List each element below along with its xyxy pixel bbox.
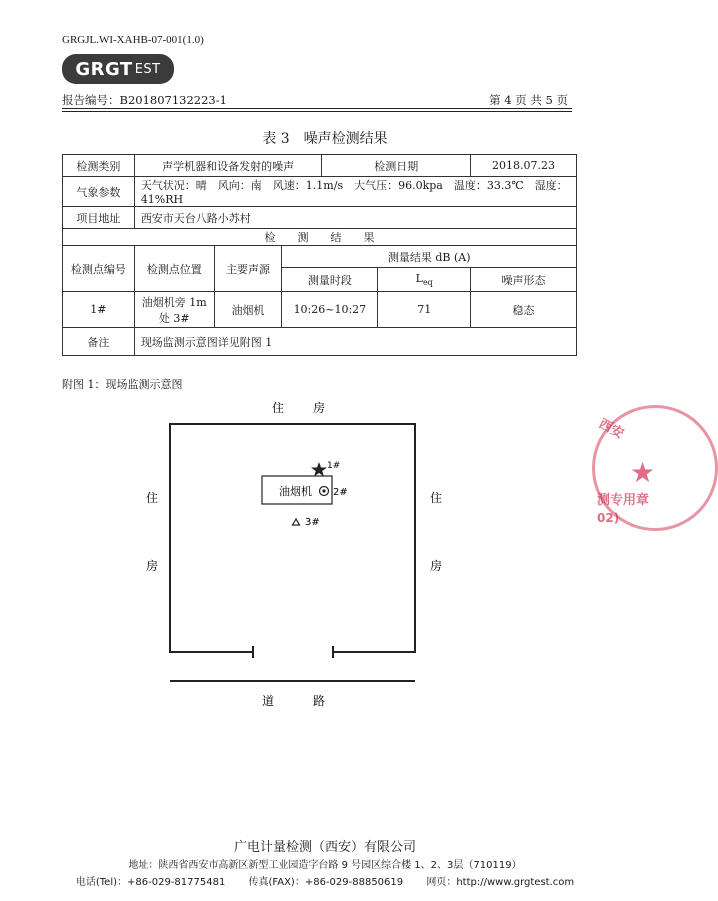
category-value: 声学机器和设备发射的噪声 xyxy=(134,155,322,177)
row-leq: 71 xyxy=(378,292,471,328)
right-label-1: 住 xyxy=(430,491,443,505)
residence-boundary xyxy=(170,424,415,652)
left-label-1: 住 xyxy=(146,491,159,505)
footer-fax: 传真(FAX)：+86-029-88850619 xyxy=(248,877,404,888)
weather-label: 气象参数 xyxy=(63,177,135,207)
col-measure: 测量结果 dB (A) xyxy=(282,246,577,268)
col-period: 测量时段 xyxy=(282,268,378,292)
footer-contact xyxy=(0,873,650,888)
col-leq-sub: eq xyxy=(422,278,433,288)
footer-web: 网页：http://www.grgtest.com xyxy=(426,877,575,888)
left-label-2: 房 xyxy=(146,559,159,573)
results-header: 检 测 结 果 xyxy=(63,229,577,246)
logo-main-text: GRGT xyxy=(75,58,133,80)
remark-label: 备注 xyxy=(63,328,135,356)
logo-light-text: EST xyxy=(134,61,161,77)
row-source: 油烟机 xyxy=(214,292,282,328)
point-1-label: 1# xyxy=(327,461,341,471)
report-number-value: B201807132223-1 xyxy=(119,93,227,107)
page-info: 第 4 页 共 5 页 xyxy=(489,93,568,107)
top-label-2: 房 xyxy=(313,401,326,415)
footer-company: 广电计量检测（西安）有限公司 xyxy=(233,840,416,855)
road-label-2: 路 xyxy=(313,694,326,708)
col-point-no: 检测点编号 xyxy=(63,246,135,292)
weather-value: 天气状况：晴 风向：南 风速：1.1m/s 大气压：96.0kpa 温度：33.3℃ 湿度：41%RH xyxy=(134,177,576,207)
col-point-loc: 检测点位置 xyxy=(134,246,214,292)
seal-text-1: 西安 xyxy=(596,416,627,442)
point-2-label: 2# xyxy=(333,487,348,498)
star-icon: ★ xyxy=(630,456,656,489)
date-label: 检测日期 xyxy=(322,155,471,177)
col-leq-main: L xyxy=(415,271,423,285)
date-value: 2018.07.23 xyxy=(471,155,577,177)
star-icon xyxy=(311,462,327,477)
figure-caption: 附图 1：现场监测示意图 xyxy=(62,378,183,391)
remark-value: 现场监测示意图详见附图 1 xyxy=(134,328,576,356)
table-title: 表 3 噪声检测结果 xyxy=(262,131,388,147)
road-label-1: 道 xyxy=(262,694,275,708)
col-shape: 噪声形态 xyxy=(471,268,577,292)
triangle-icon xyxy=(293,519,300,525)
report-number-label: 报告编号： xyxy=(62,93,120,107)
row-point-loc-line2: 处 3# xyxy=(158,311,190,325)
col-source: 主要声源 xyxy=(214,246,282,292)
address-value: 西安市天台八路小苏村 xyxy=(134,207,576,229)
top-label-1: 住 xyxy=(272,401,285,415)
row-point-loc-line1: 油烟机旁 1m xyxy=(141,295,207,309)
row-shape: 稳态 xyxy=(471,292,577,328)
point-3-label: 3# xyxy=(305,517,320,528)
footer-tel: 电话(Tel)：+86-029-81775481 xyxy=(75,877,226,888)
circle-dot-center xyxy=(322,489,325,492)
footer-address: 地址：陕西省西安市高新区新型工业园造字台路 9 号园区综合楼 1、2、3层（710119） xyxy=(128,860,522,871)
address-label: 项目地址 xyxy=(63,207,135,229)
document-code: GRGJL.WI-XAHB-07-001(1.0) xyxy=(62,34,204,46)
seal-text-3: 02) xyxy=(597,511,620,525)
category-label: 检测类别 xyxy=(63,155,135,177)
row-period: 10:26~10:27 xyxy=(282,292,378,328)
row-point-no: 1# xyxy=(63,292,135,328)
seal-text-2: 测专用章 xyxy=(597,493,650,508)
right-label-2: 房 xyxy=(430,559,443,573)
range-hood-label: 油烟机 xyxy=(279,485,312,498)
